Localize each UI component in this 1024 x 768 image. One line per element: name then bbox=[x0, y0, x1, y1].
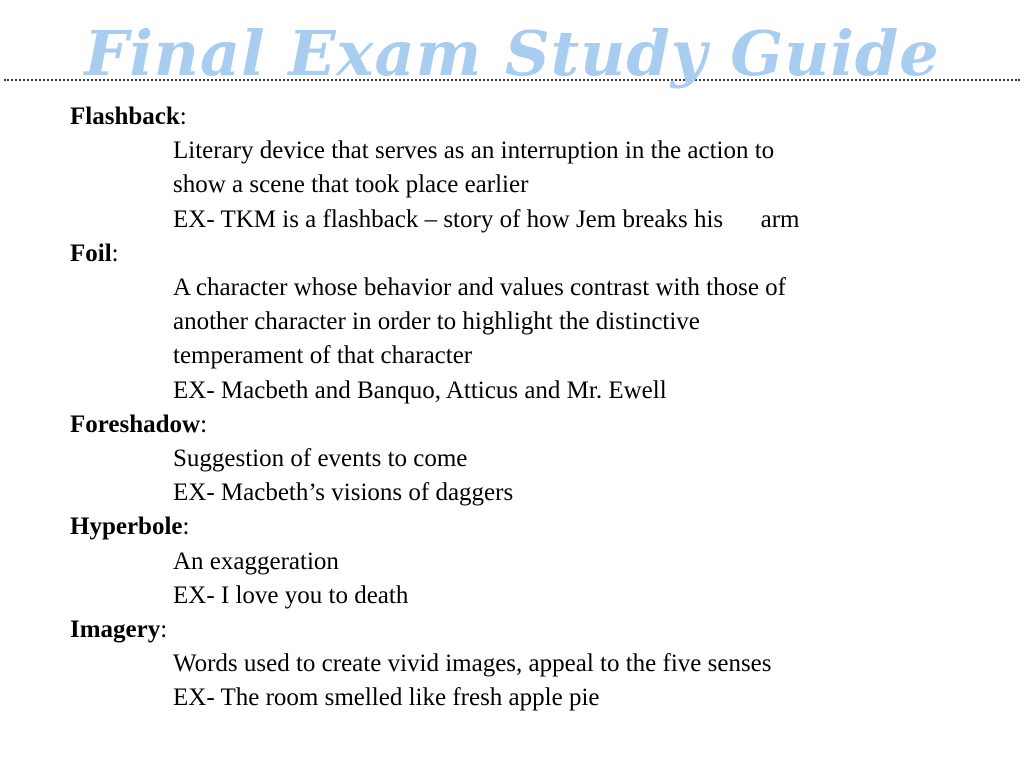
term-colon: : bbox=[179, 103, 187, 130]
definition-line: A character whose behavior and values contrast with those of bbox=[173, 274, 786, 302]
definition-line: Words used to create vivid images, appeal to the five senses bbox=[173, 650, 772, 678]
definition-line: another character in order to highlight the distinctive bbox=[173, 308, 700, 336]
term-colon: : bbox=[182, 513, 190, 541]
definition-line: show a scene that took place earlier bbox=[173, 171, 529, 199]
definition-line: Literary device that serves as an interruption in the action to bbox=[173, 137, 775, 165]
term-name: Hyperbole bbox=[70, 513, 183, 541]
term-entry-flashback bbox=[70, 100, 970, 237]
term-name: Foreshadow bbox=[70, 410, 201, 438]
example-line: EX- Macbeth’s visions of daggers bbox=[173, 479, 514, 507]
term-entry-foil bbox=[70, 237, 970, 408]
term-name: Flashback bbox=[70, 103, 180, 130]
term-name: Foil bbox=[70, 239, 112, 267]
definition-line: temperament of that character bbox=[173, 342, 473, 370]
term-entry-hyperbole bbox=[70, 510, 970, 613]
example-line: EX- I love you to death bbox=[173, 581, 409, 609]
page-title: Final Exam Study Guide bbox=[84, 17, 940, 90]
term-entry-imagery bbox=[70, 613, 970, 716]
term-entry-foreshadow bbox=[70, 408, 970, 511]
definition-line: Suggestion of events to come bbox=[173, 445, 468, 473]
example-line: EX- The room smelled like fresh apple pie bbox=[173, 684, 600, 712]
term-colon: : bbox=[200, 410, 208, 438]
term-colon: : bbox=[111, 239, 119, 267]
definition-line: An exaggeration bbox=[173, 547, 339, 575]
terms-list bbox=[70, 100, 970, 716]
example-line: EX- TKM is a flashback – story of how Jem breaks his arm bbox=[173, 205, 800, 233]
term-name: Imagery bbox=[70, 616, 161, 644]
term-colon: : bbox=[160, 616, 168, 644]
example-line: EX- Macbeth and Banquo, Atticus and Mr. Ewell bbox=[173, 376, 667, 404]
